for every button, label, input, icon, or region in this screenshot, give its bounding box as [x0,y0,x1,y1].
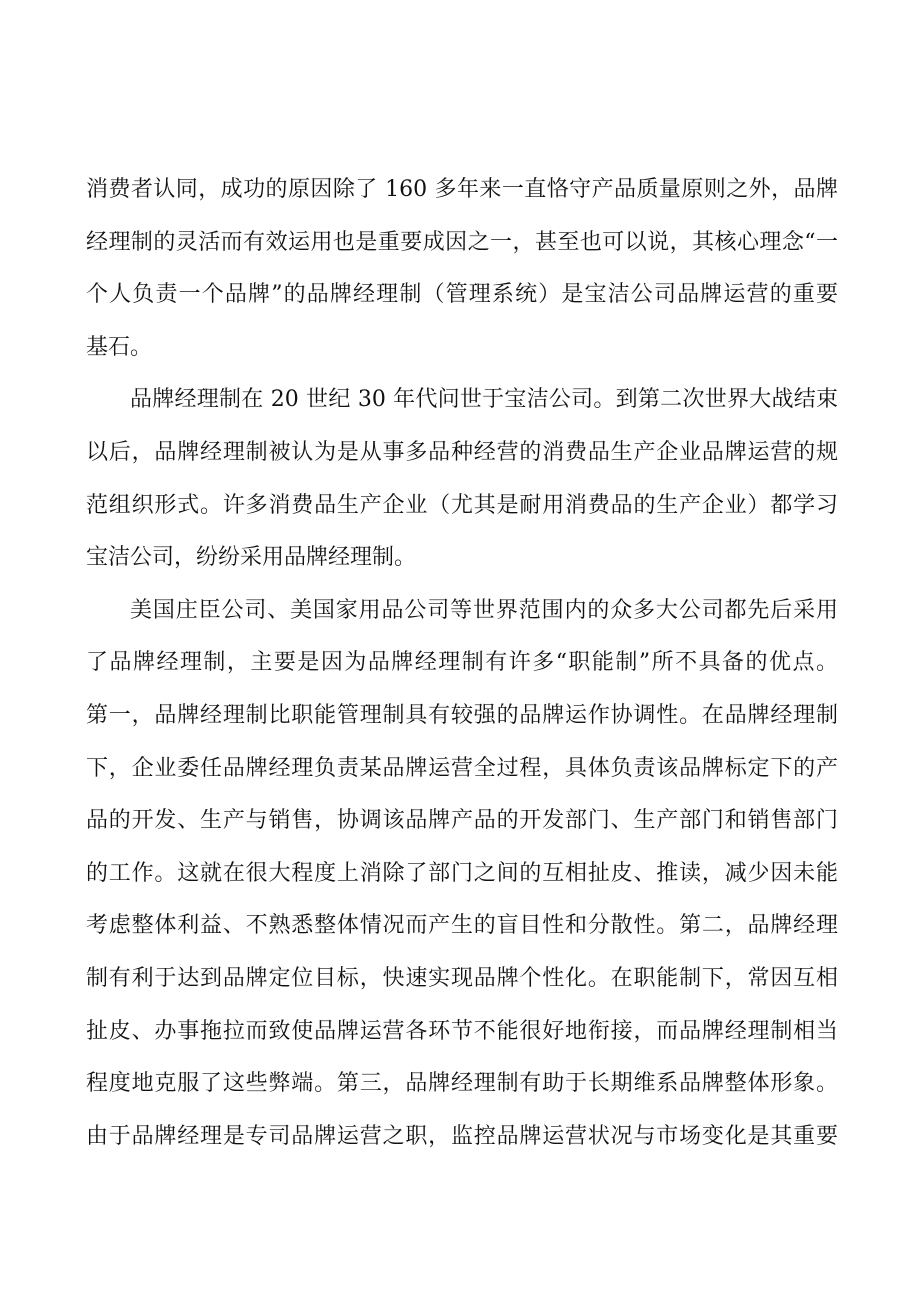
paragraph-2-line-3: 范组织形式。许多消费品生产企业（尤其是耐用消费品的生产企业）都学习 [86,492,838,518]
paragraph-1-line-1: 消费者认同，成功的原因除了 160 多年来一直恪守产品质量原则之外，品牌 [86,177,838,202]
body-text [86,164,838,1163]
paragraph-1-line-2: 经理制的灵活而有效运用也是重要成因之一，甚至也可以说，其核心理念“一 [86,229,838,255]
paragraph-3-line-1: 美国庄臣公司、美国家用品公司等世界范围内的众多大公司都先后采用 [130,597,838,623]
paragraph-3-line-10: 程度地克服了这些弊端。第三，品牌经理制有助于长期维系品牌整体形象。 [86,1071,838,1097]
paragraph-3-line-9: 扯皮、办事拖拉而致使品牌运营各环节不能很好地衔接，而品牌经理制相当 [86,1018,838,1044]
paragraph-3-line-8: 制有利于达到品牌定位目标，快速实现品牌个性化。在职能制下，常因互相 [86,965,838,991]
paragraph-3-line-11: 由于品牌经理是专司品牌运营之职，监控品牌运营状况与市场变化是其重要 [86,1123,838,1149]
paragraph-3-line-2: 了品牌经理制，主要是因为品牌经理制有许多“职能制”所不具备的优点。 [86,650,838,676]
paragraph-2-line-2: 以后，品牌经理制被认为是从事多品种经营的消费品生产企业品牌运营的规 [86,439,838,465]
paragraph-2-line-4: 宝洁公司，纷纷采用品牌经理制。 [86,545,417,571]
paragraph-3-line-4: 下，企业委任品牌经理负责某品牌运营全过程，具体负责该品牌标定下的产 [86,755,838,781]
paragraph-2-line-1: 品牌经理制在 20 世纪 30 年代问世于宝洁公司。到第二次世界大战结束 [130,387,838,413]
paragraph-1-line-4: 基石。 [86,334,153,360]
paragraph-3-line-7: 考虑整体利益、不熟悉整体情况而产生的盲目性和分散性。第二，品牌经理 [86,913,838,939]
paragraph-3-line-6: 的工作。这就在很大程度上消除了部门之间的互相扯皮、推读，减少因未能 [86,860,838,886]
paragraph-1-line-3: 个人负责一个品牌”的品牌经理制（管理系统）是宝洁公司品牌运营的重要 [86,282,838,308]
paragraph-3-line-5: 品的开发、生产与销售，协调该品牌产品的开发部门、生产部门和销售部门 [86,808,838,834]
paragraph-3-line-3: 第一，品牌经理制比职能管理制具有较强的品牌运作协调性。在品牌经理制 [86,702,838,728]
